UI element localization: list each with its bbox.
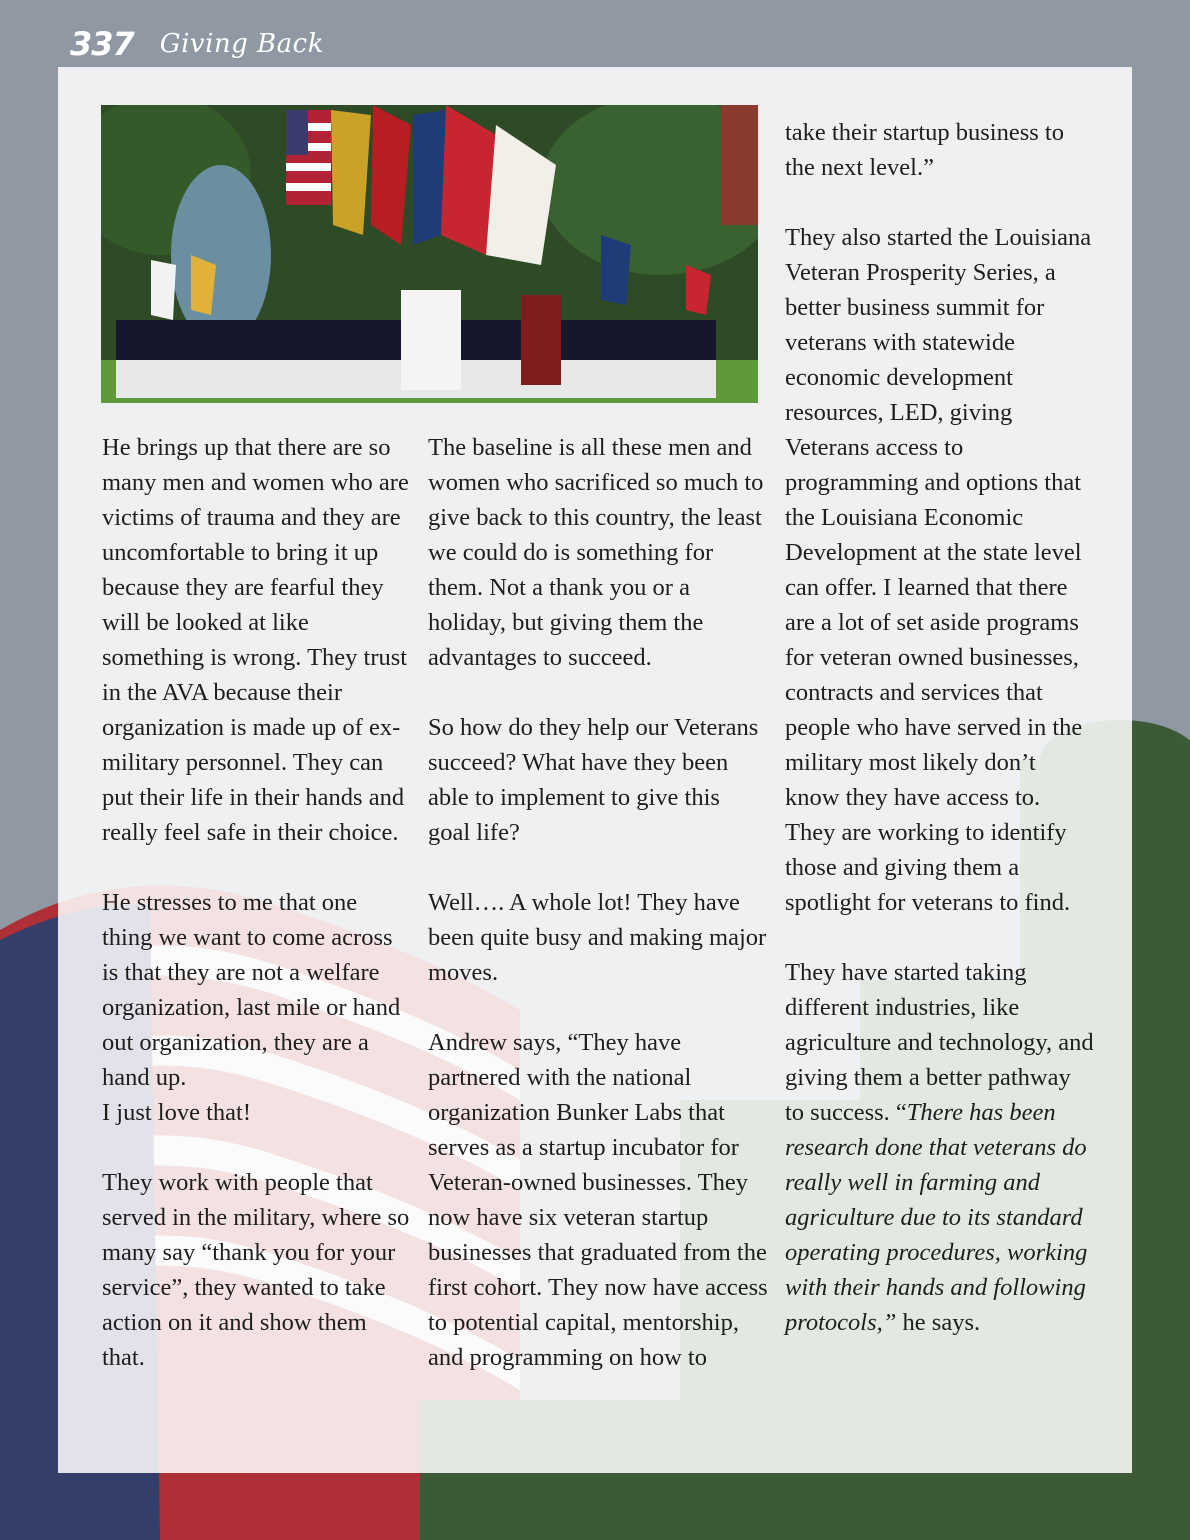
- paragraph: They work with people that served in the military, where so many say “thank you for your service”, they wanted to take action on it and show them that.: [102, 1169, 410, 1371]
- parade-photo-icon: [101, 105, 758, 403]
- paragraph: He stresses to me that one thing we want to come across is that they are not a welfare organization, last mile or hand out organization, they are a hand up.: [102, 889, 401, 1091]
- paragraph: They also started the Louisiana Veteran Prosperity Series, a better business summit for veterans with statewide economic development resources, LED, giving Veterans access to programming and options that the Louisiana Economic Development at the state level can offer. I learned that there are a lot of set aside programs for veteran owned businesses, contracts and services that people who have served in the military most likely don’t know they have access to.: [785, 224, 1092, 811]
- paragraph: Andrew says, “They have partnered with the national organization Bunker Labs that serves as a startup incubator for Veteran-owned businesses. They now have six veteran startup businesses that graduated from the first cohort. They now have access to potential capital, mentorship, and programming on how to: [428, 1029, 768, 1371]
- page-number: 337: [70, 25, 134, 63]
- paragraph: take their startup business to the next level.”: [785, 119, 1064, 181]
- paragraph-intro: They have started taking different industries, like agriculture and technology, and giving them a better pathway to success. “: [785, 959, 1094, 1126]
- page-header: [70, 18, 324, 64]
- text-column-1: [102, 430, 412, 1375]
- italic-quote: There has been research done that veterans do really well in farming and agriculture due to its standard operating procedures, working with their hands and following protocols,”: [785, 1099, 1088, 1336]
- paragraph: The baseline is all these men and women who sacrificed so much to give back to this country, the least we could do is something for them. Not a thank you or a holiday, but giving them the advantages to succeed.: [428, 434, 764, 671]
- paragraph: He brings up that there are so many men and women who are victims of trauma and they are uncomfortable to bring it up because they are fearful they will be looked at like something is wrong. They trust in the AVA because their organization is made up of ex-military personnel. They can put their life in their hands and really feel safe in their choice.: [102, 434, 409, 846]
- paragraph: So how do they help our Veterans succeed? What have they been able to implement to give this goal life?: [428, 714, 759, 846]
- text-column-3: [785, 115, 1095, 1340]
- section-title: Giving Back: [159, 29, 324, 59]
- paragraph: Well…. A whole lot! They have been quite busy and making major moves.: [428, 889, 767, 986]
- paragraph-outro: he says.: [896, 1309, 981, 1336]
- paragraph-with-quote: [785, 955, 1095, 1340]
- text-column-2: [428, 430, 768, 1375]
- paragraph: They are working to identify those and giving them a spotlight for veterans to find.: [785, 819, 1071, 916]
- color-guard-parade-photo: [101, 105, 758, 403]
- paragraph: I just love that!: [102, 1099, 252, 1126]
